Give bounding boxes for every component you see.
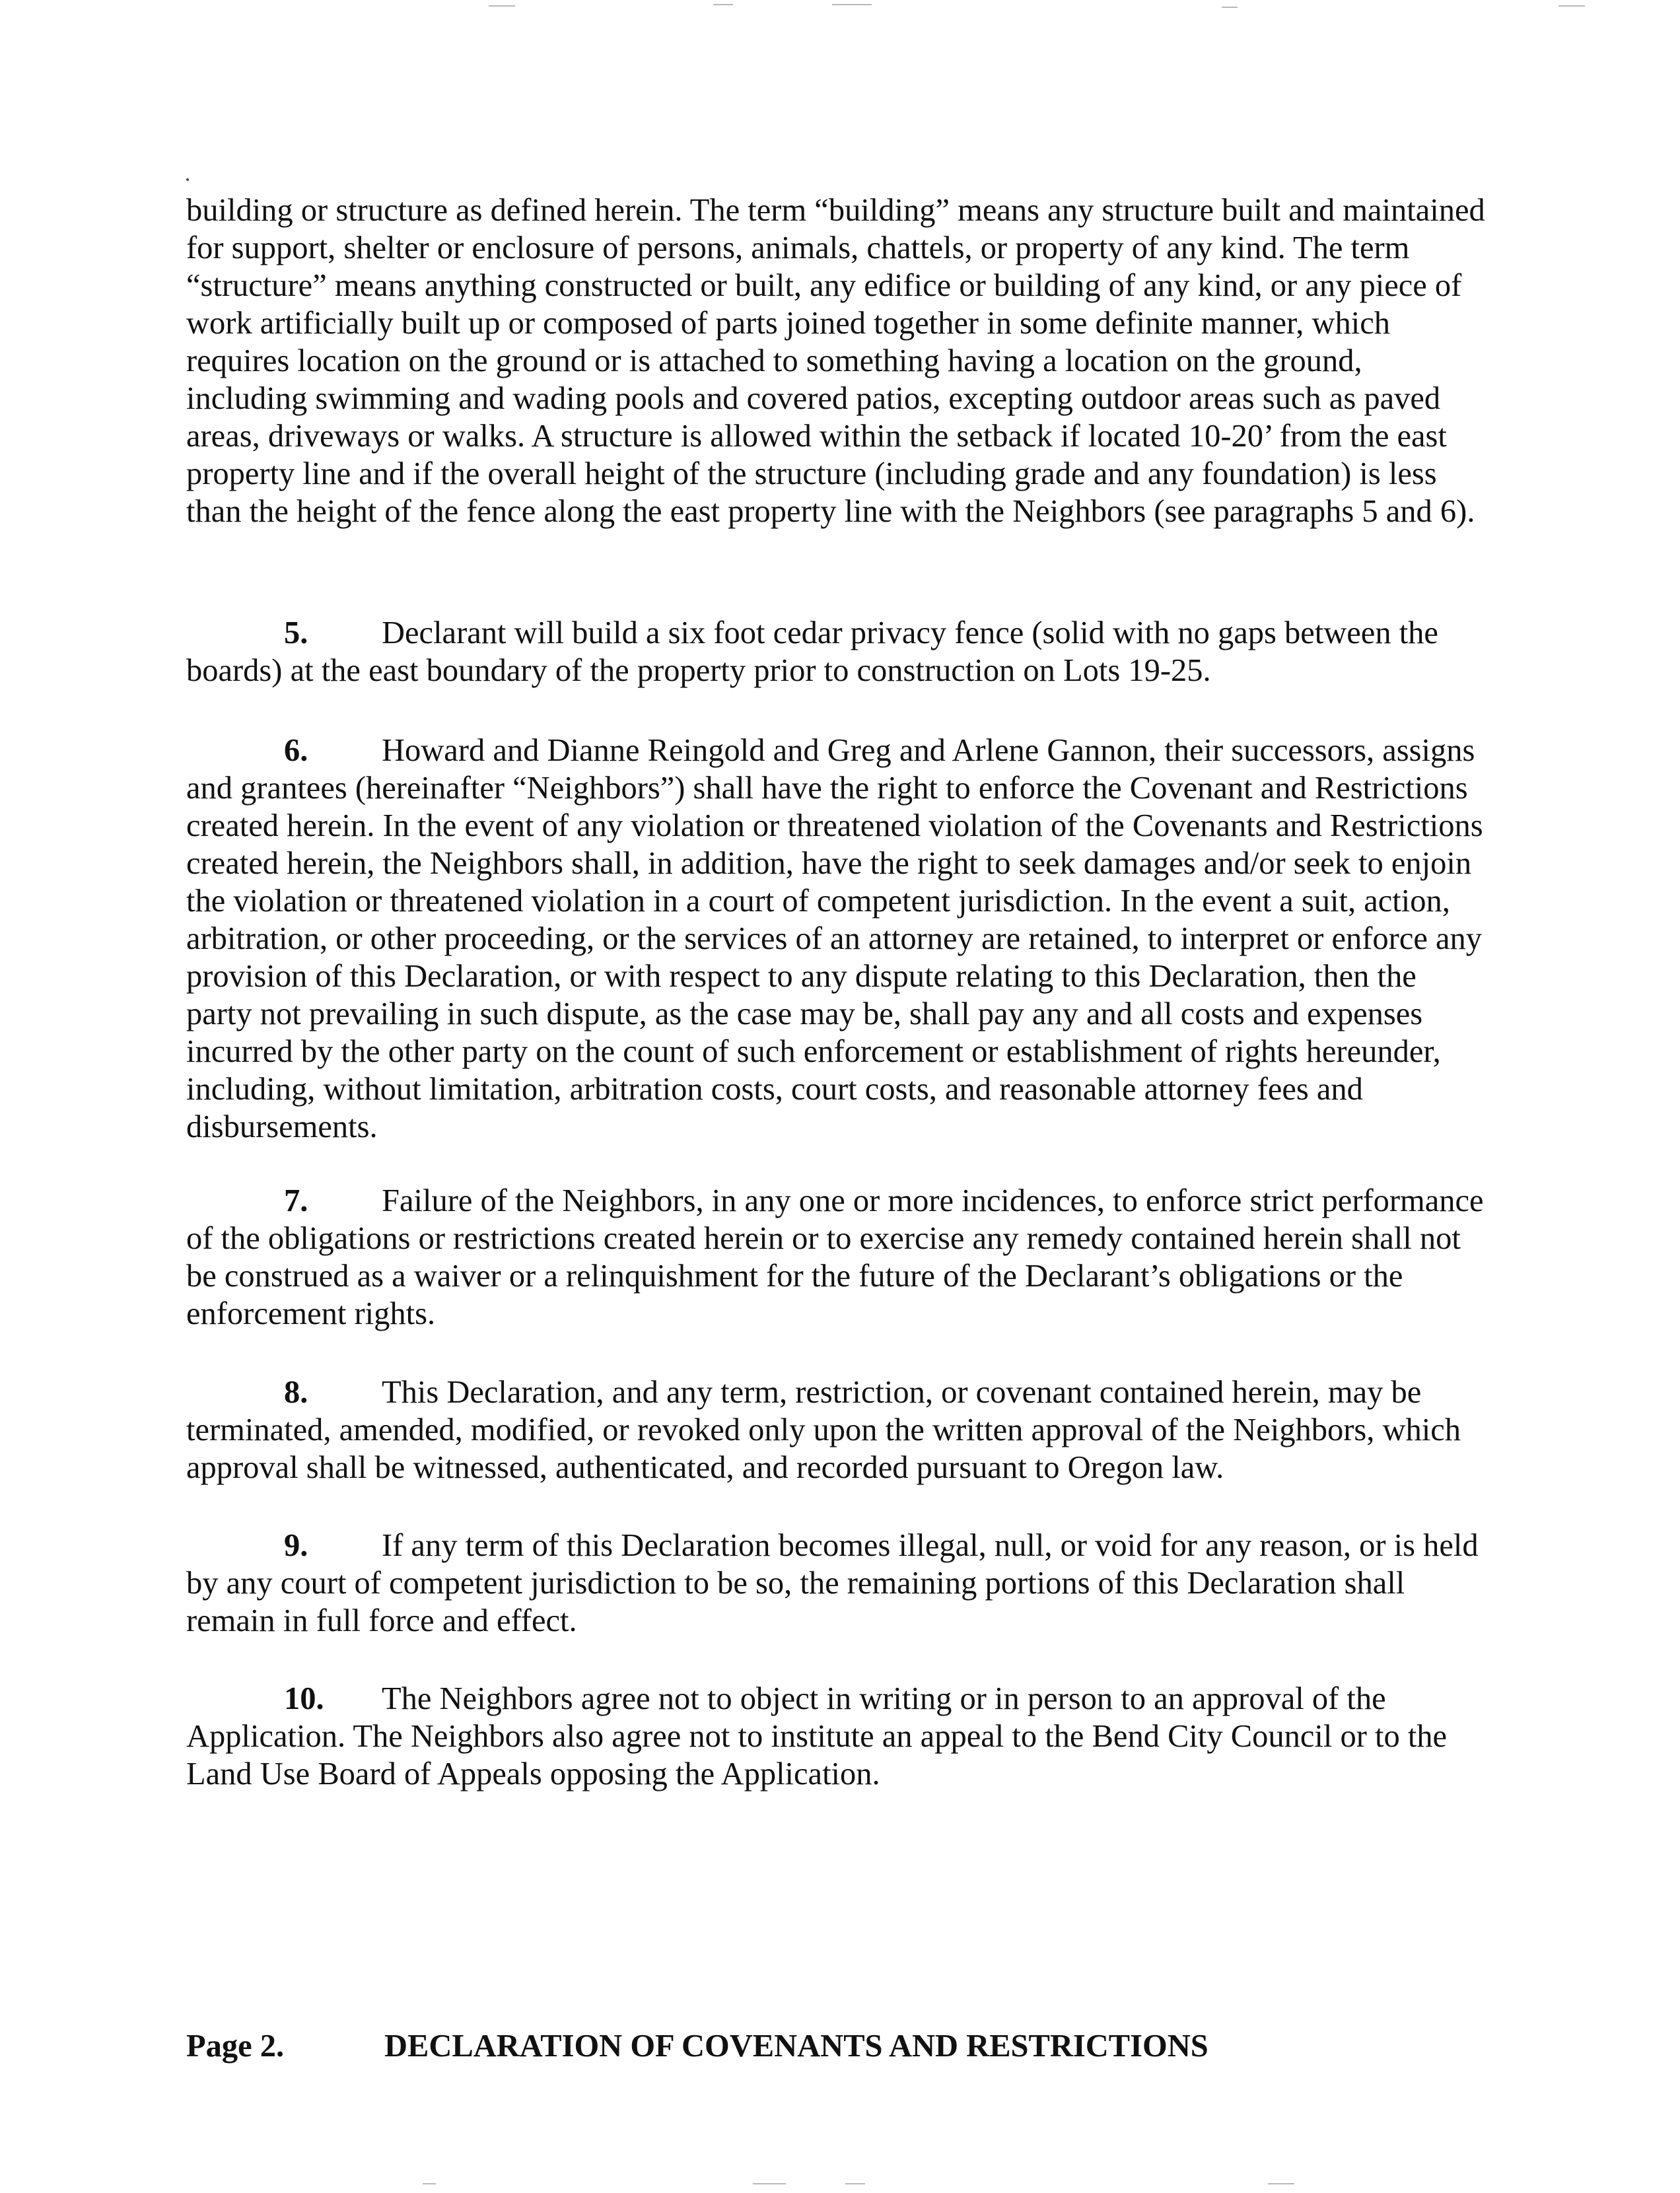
paragraph-8 xyxy=(186,1374,1487,1486)
scan-artifact xyxy=(423,2183,436,2184)
scan-artifact xyxy=(713,4,733,5)
paragraph-7 xyxy=(186,1182,1487,1333)
scan-artifact xyxy=(832,4,872,5)
paragraph-number: 7. xyxy=(284,1183,308,1218)
footer-page-label: Page 2. xyxy=(186,2029,285,2064)
paragraph-number: 6. xyxy=(284,733,308,768)
footer-title: DECLARATION OF COVENANTS AND RESTRICTIONS xyxy=(384,2029,1208,2064)
paragraph-number: 8. xyxy=(284,1375,308,1410)
paragraph-5 xyxy=(186,614,1487,689)
scan-artifact xyxy=(1558,5,1585,7)
paragraph-text: This Declaration, and any term, restriction, or covenant contained herein, may be terminated, amended, modified, or revoked only upon the written approval of the Neighbors, which approval shall be witnessed, authenticated, and recorded pursuant to Oregon law. xyxy=(186,1375,1461,1485)
paragraph-number: 10. xyxy=(284,1681,324,1716)
paragraph-text: The Neighbors agree not to object in writing or in person to an approval of the Application. The Neighbors also agree not to institute an appeal to the Bend City Council or to the Land Use Board of Appeals opposing the Application. xyxy=(186,1681,1448,1792)
paragraph-text: If any term of this Declaration becomes illegal, null, or void for any reason, or is held by any court of competent jurisdiction to be so, the remaining portions of this Declaration shall remain in full force and effect. xyxy=(186,1528,1479,1638)
paragraph-number: 5. xyxy=(284,615,308,650)
paragraph-text: Failure of the Neighbors, in any one or more incidences, to enforce strict performance of the obligations or restrictions created herein or to exercise any remedy contained herein shall not be construed as a waiver or a relinquishment for the future of the Declarant’s obligations or the enforcement rights. xyxy=(186,1183,1484,1331)
paragraph-9 xyxy=(186,1527,1487,1640)
scan-artifact xyxy=(1268,2183,1294,2184)
scan-artifact xyxy=(489,5,515,7)
scan-artifact xyxy=(845,2183,865,2184)
paragraph-10 xyxy=(186,1680,1487,1793)
scan-speck xyxy=(186,178,189,181)
paragraph-text: Howard and Dianne Reingold and Greg and Arlene Gannon, their successors, assigns and grantees (hereinafter “Neighbors”) shall have the right to enforce the Covenant and Restrictions created herein. In the event of any violation or threatened violation of the Covenants and Restrictions created herein, the Neighbors shall, in addition, have the right to seek damages and/or seek to enjoin the violation or threatened violation in a court of competent jurisdiction. In the event a suit, action, arbitration, or other proceeding, or the services of an attorney are retained, to interpret or enforce any provision of this Declaration, or with respect to any dispute relating to this Declaration, then the party not prevailing in such dispute, as the case may be, shall pay any and all costs and expenses incurred by the other party on the count of such enforcement or establishment of rights hereunder, including, without limitation, arbitration costs, court costs, and reasonable attorney fees and disbursements. xyxy=(186,733,1483,1144)
paragraph-text: Declarant will build a six foot cedar privacy fence (solid with no gaps between the boards) at the east boundary of the property prior to construction on Lots 19-25. xyxy=(186,615,1438,688)
scan-artifact xyxy=(753,2183,786,2184)
continuation-paragraph: building or structure as defined herein. The term “building” means any structure built and maintained for support, shelter or enclosure of persons, animals, chattels, or property of any kind. The term “structure” means anything constructed or built, any edifice or building of any kind, or any piece of work artificially built up or composed of parts joined together in some definite manner, which requires location on the ground or is attached to something having a location on the ground, including swimming and wading pools and covered patios, excepting outdoor areas such as paved areas, driveways or walks. A structure is allowed within the setback if located 10-20’ from the east property line and if the overall height of the structure (including grade and any foundation) is less than the height of the fence along the east property line with the Neighbors (see paragraphs 5 and 6). xyxy=(186,193,1485,529)
scan-artifact xyxy=(1222,7,1238,8)
paragraph-6 xyxy=(186,732,1487,1146)
page-footer xyxy=(186,2027,1208,2065)
paragraph-number: 9. xyxy=(284,1528,308,1563)
